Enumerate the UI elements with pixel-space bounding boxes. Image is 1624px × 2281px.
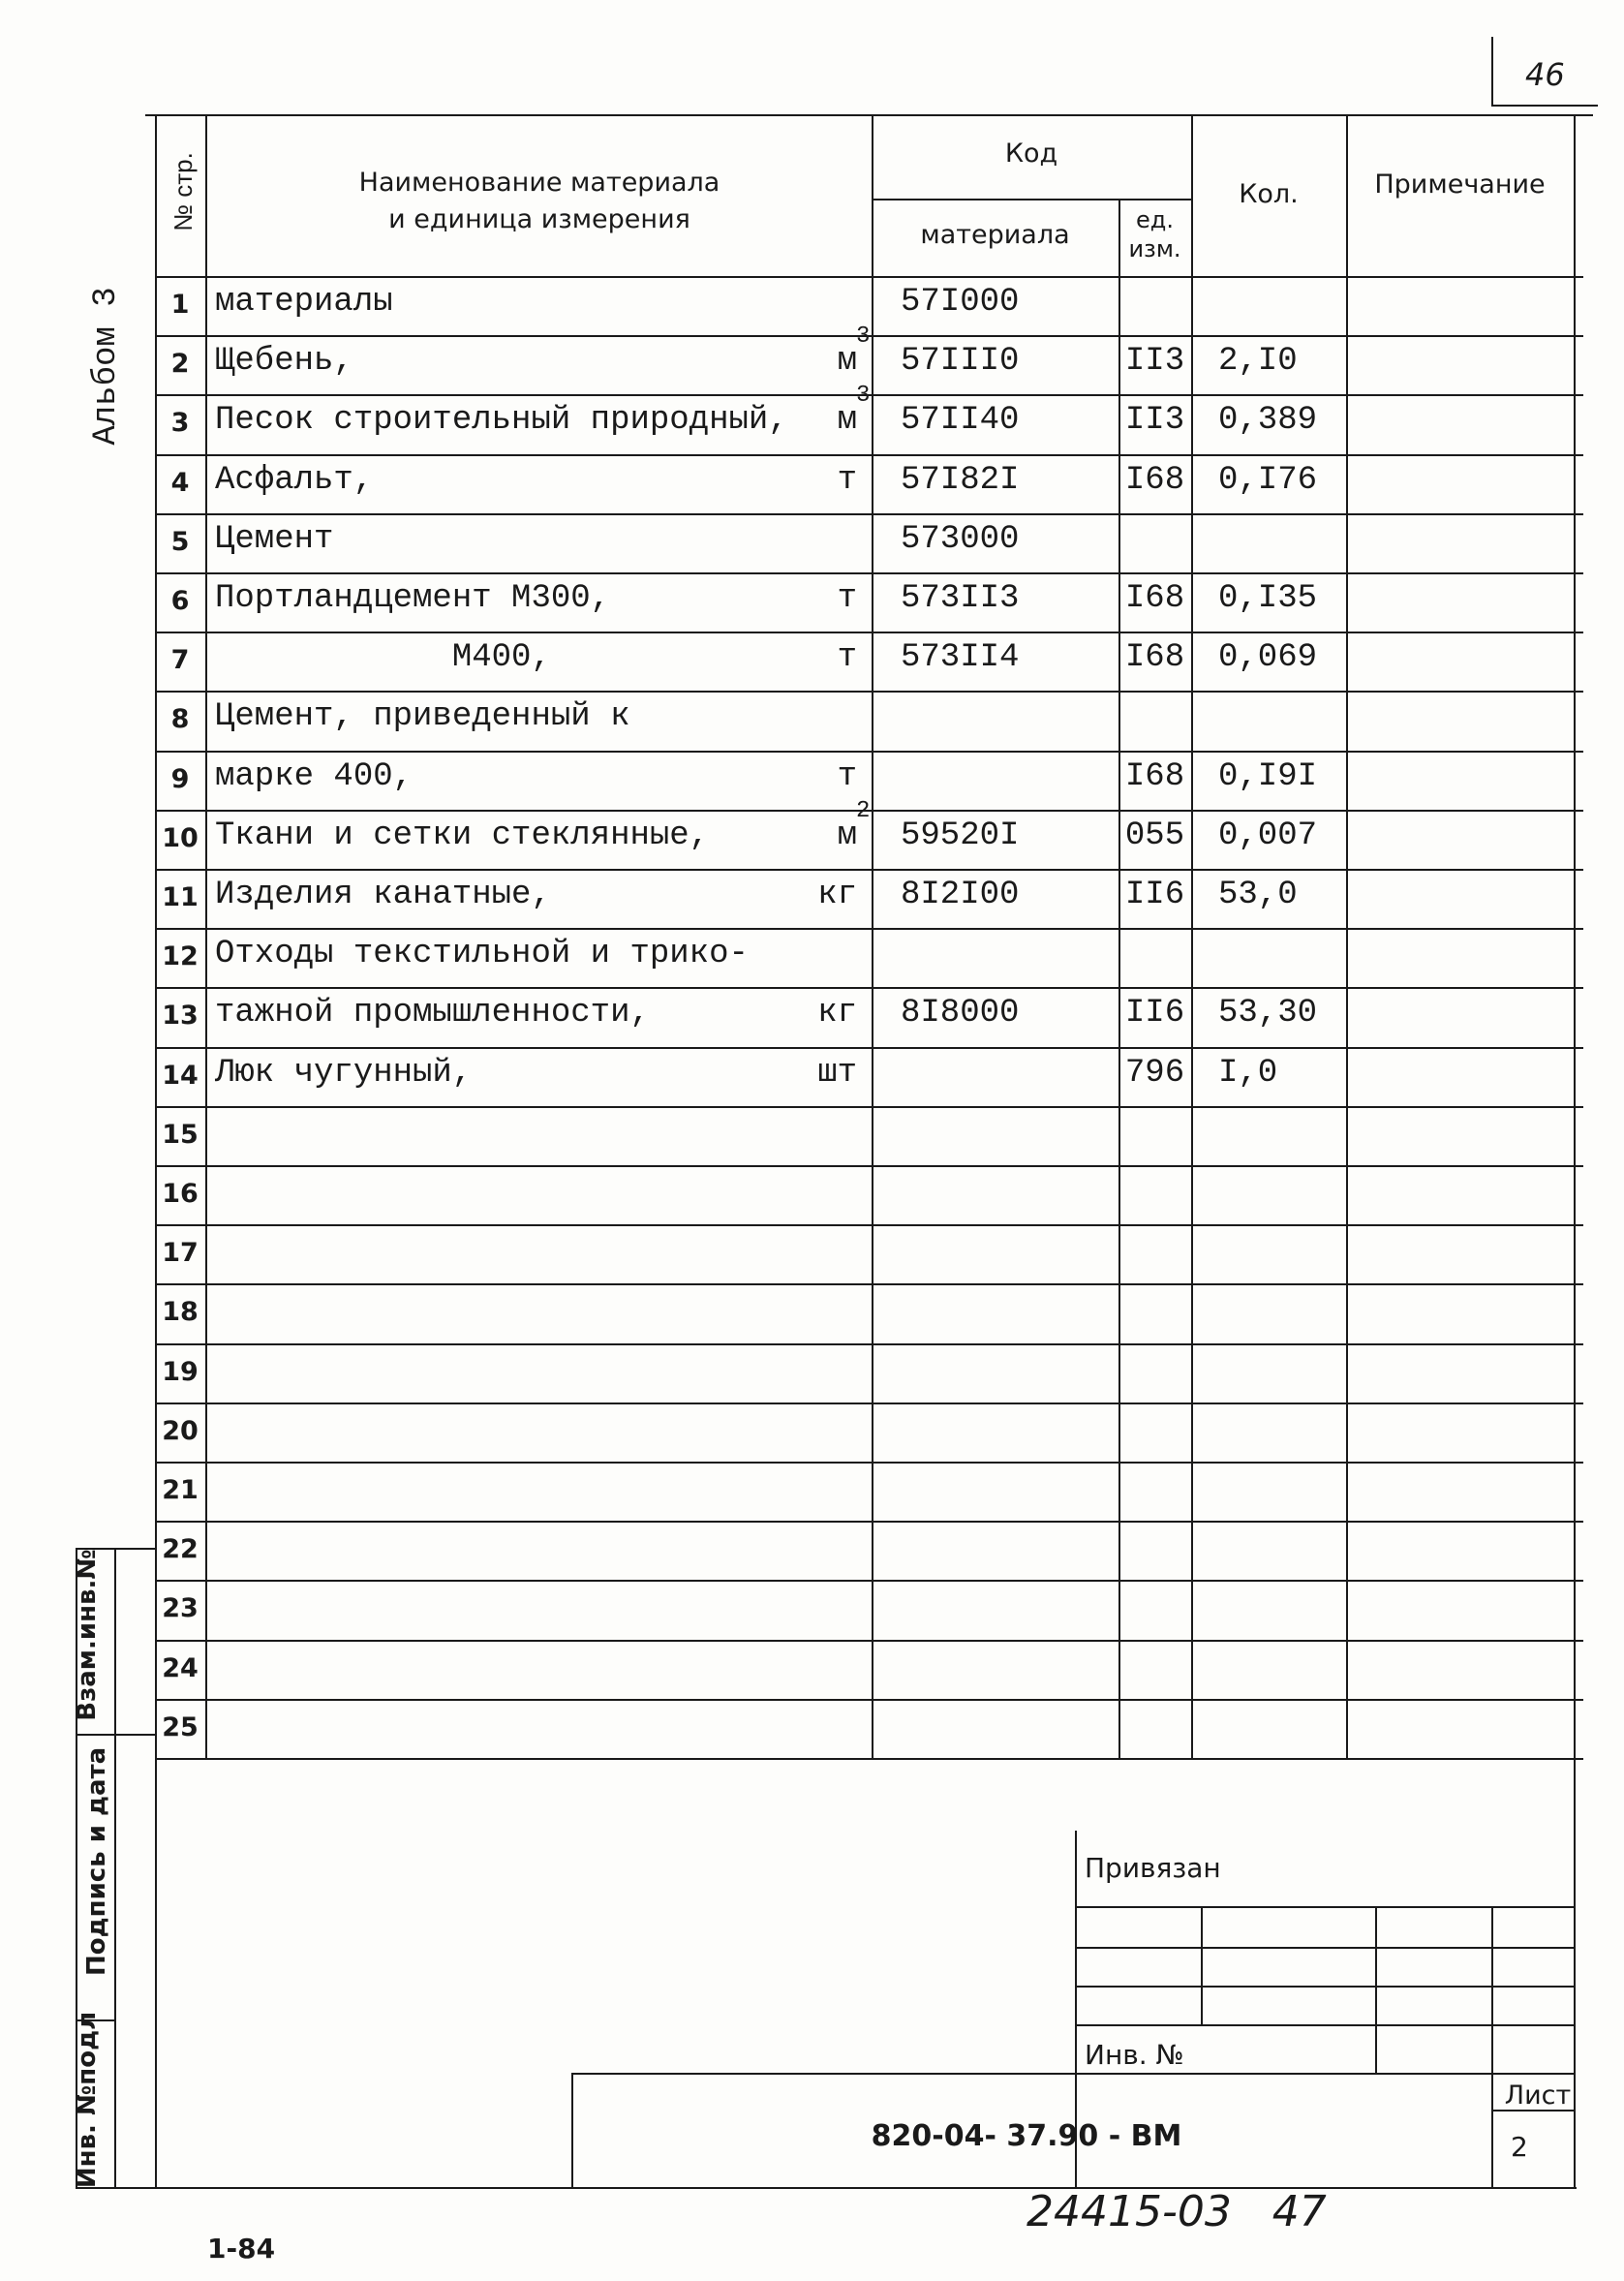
- material-name: Цемент, приведенный к: [215, 698, 630, 736]
- unit-code: II6: [1124, 877, 1185, 913]
- quantity: 0,I76: [1218, 461, 1318, 499]
- material-name: Щебень,: [215, 343, 353, 381]
- material-name: материалы: [215, 284, 393, 321]
- row-number: 21: [162, 1475, 199, 1505]
- row-number: 8: [170, 704, 190, 735]
- title-grid-col-1: [1201, 1906, 1203, 2024]
- unit-label: шт: [817, 1054, 857, 1092]
- unit-code: II3: [1124, 402, 1185, 440]
- row-line-21: [155, 1521, 1583, 1523]
- column-line-4: [1191, 114, 1193, 1758]
- row-line-22: [155, 1580, 1583, 1582]
- row-number: 2: [170, 349, 190, 380]
- sheet-number: 2: [1511, 2131, 1528, 2163]
- column-line-2: [872, 114, 873, 1758]
- quantity: 0,I35: [1218, 580, 1318, 617]
- row-line-19: [155, 1403, 1583, 1404]
- unit-label: т: [837, 639, 857, 677]
- material-code: 8I2I00: [901, 877, 1020, 913]
- row-line-15: [155, 1165, 1583, 1167]
- row-line-8: [155, 751, 1583, 753]
- unit-label: кг: [817, 995, 857, 1033]
- row-line-4: [155, 513, 1583, 515]
- row-number: 19: [162, 1356, 199, 1387]
- material-code: 57II40: [901, 402, 1020, 440]
- page-bottom-border: [76, 2187, 1577, 2189]
- row-number: 12: [162, 941, 199, 972]
- header-code-material: материала: [920, 220, 1070, 250]
- stamp-inner-left: [114, 1548, 116, 2187]
- unit-code: 796: [1124, 1054, 1185, 1092]
- code-sub-divider: [872, 199, 1191, 200]
- row-line-14: [155, 1106, 1583, 1108]
- header-name-line1: Наименование материала: [358, 168, 720, 198]
- quantity: 0,389: [1218, 402, 1318, 440]
- quantity: 2,I0: [1218, 343, 1298, 381]
- unit-code: I68: [1124, 639, 1185, 677]
- album-label: Альбом 3: [88, 287, 125, 446]
- row-number: 24: [162, 1652, 199, 1683]
- unit-label: кг: [817, 877, 857, 913]
- unit-label: м: [837, 402, 857, 440]
- row-number: 13: [162, 1001, 199, 1032]
- row-line-10: [155, 869, 1583, 871]
- row-line-5: [155, 572, 1583, 574]
- header-note: Примечание: [1374, 170, 1546, 200]
- material-name: Люк чугунный,: [215, 1054, 473, 1092]
- row-number: 10: [162, 822, 199, 853]
- stamp-sep-1: [76, 1734, 155, 1736]
- header-row-no: № стр.: [169, 152, 198, 231]
- unit-code: I68: [1124, 757, 1185, 795]
- row-line-7: [155, 691, 1583, 693]
- unit-label: т: [837, 757, 857, 795]
- footer-left-code: 1-84: [207, 2233, 276, 2265]
- frame-left-lower: [155, 1758, 157, 2187]
- material-name: Песок строительный природный,: [215, 402, 788, 440]
- unit-code: II6: [1124, 995, 1185, 1033]
- row-line-20: [155, 1462, 1583, 1464]
- sheet-label: Лист: [1504, 2081, 1572, 2111]
- header-code-unit-1: ед.: [1136, 206, 1174, 233]
- row-number: 5: [170, 526, 190, 557]
- row-number: 20: [162, 1415, 199, 1446]
- material-name: тажной промышленности,: [215, 995, 650, 1033]
- row-number: 25: [162, 1711, 199, 1742]
- row-line-25: [155, 1758, 1583, 1760]
- footer-right-code: 24415-03 47: [1026, 2187, 1327, 2236]
- row-number: 9: [170, 763, 190, 794]
- doc-code-top: [571, 2073, 1574, 2075]
- title-grid-row-1: [1075, 1947, 1574, 1949]
- header-qty: Кол.: [1239, 179, 1299, 209]
- quantity: I,0: [1218, 1054, 1278, 1092]
- row-line-24: [155, 1699, 1583, 1701]
- row-number: 6: [170, 586, 190, 616]
- title-grid-row-3: [1075, 2024, 1574, 2026]
- row-line-11: [155, 928, 1583, 930]
- title-grid-col-2: [1375, 1906, 1377, 2073]
- unit-label: м: [837, 817, 857, 854]
- material-name: Ткани и сетки стеклянные,: [215, 817, 710, 854]
- material-name: Портландцемент М300,: [215, 580, 611, 617]
- inv-no-label: Инв. №: [1085, 2039, 1184, 2071]
- material-code: 59520I: [901, 817, 1020, 854]
- unit-label: т: [837, 580, 857, 617]
- table-top-border: [145, 114, 1593, 116]
- material-code: 57III0: [901, 343, 1020, 381]
- material-name: Цемент: [215, 520, 334, 558]
- quantity: 53,0: [1218, 877, 1298, 913]
- material-name: Отходы текстильной и трико-: [215, 936, 749, 973]
- row-number: 7: [170, 645, 190, 676]
- row-number: 16: [162, 1179, 199, 1209]
- material-name: Асфальт,: [215, 461, 374, 499]
- row-line-16: [155, 1224, 1583, 1226]
- quantity: 53,30: [1218, 995, 1318, 1033]
- material-code: 8I8000: [901, 995, 1020, 1033]
- row-number: 15: [162, 1119, 199, 1150]
- header-bottom-border: [155, 276, 1583, 278]
- material-name: М400,: [215, 639, 551, 677]
- row-number: 23: [162, 1593, 199, 1624]
- row-number: 22: [162, 1534, 199, 1565]
- quantity: 0,069: [1218, 639, 1318, 677]
- unit-code: 055: [1124, 817, 1185, 854]
- material-name: марке 400,: [215, 757, 414, 795]
- unit-code: I68: [1124, 580, 1185, 617]
- doc-code: 820-04- 37.90 - ВМ: [871, 2119, 1182, 2153]
- header-code-group: Код: [1004, 139, 1058, 169]
- column-line-1: [205, 114, 207, 1758]
- page-number: 46: [1525, 56, 1565, 93]
- row-line-23: [155, 1640, 1583, 1642]
- row-number: 18: [162, 1297, 199, 1328]
- title-grid-col-3: [1491, 1906, 1493, 2187]
- unit-code: I68: [1124, 461, 1185, 499]
- unit-label: т: [837, 461, 857, 499]
- material-code: 573II3: [901, 580, 1020, 617]
- row-line-13: [155, 1047, 1583, 1049]
- material-code: 57I000: [901, 284, 1020, 321]
- row-number: 4: [170, 467, 190, 498]
- row-line-17: [155, 1283, 1583, 1285]
- stamp-inv-podl-label: Инв. №подл: [73, 2011, 102, 2189]
- column-line-5: [1346, 114, 1348, 1758]
- row-number: 11: [162, 882, 199, 912]
- header-code-unit-2: изм.: [1128, 235, 1181, 262]
- material-name: Изделия канатные,: [215, 877, 551, 913]
- unit-code: II3: [1124, 343, 1185, 381]
- row-line-3: [155, 454, 1583, 456]
- title-privyazan-bottom: [1075, 1906, 1574, 1908]
- material-code: 57I82I: [901, 461, 1020, 499]
- row-line-6: [155, 632, 1583, 633]
- privyazan-label: Привязан: [1085, 1852, 1221, 1884]
- row-line-12: [155, 987, 1583, 989]
- material-code: 573II4: [901, 639, 1020, 677]
- row-line-18: [155, 1343, 1583, 1345]
- row-number: 17: [162, 1238, 199, 1269]
- material-code: 573000: [901, 520, 1020, 558]
- doc-code-left: [571, 2073, 573, 2187]
- frame-right-lower: [1574, 1758, 1576, 2187]
- row-number: 14: [162, 1060, 199, 1091]
- row-number: 1: [170, 290, 190, 320]
- unit-label: м: [837, 343, 857, 381]
- stamp-vzam-label: Взам.инв.№: [73, 1549, 102, 1721]
- stamp-sign-date-label: Подпись и дата: [82, 1746, 111, 1976]
- quantity: 0,007: [1218, 817, 1318, 854]
- title-grid-row-2: [1075, 1986, 1574, 1988]
- row-number: 3: [170, 408, 190, 439]
- quantity: 0,I9I: [1218, 757, 1318, 795]
- column-line-6: [1574, 114, 1576, 1758]
- header-name-line2: и единица измерения: [388, 204, 690, 234]
